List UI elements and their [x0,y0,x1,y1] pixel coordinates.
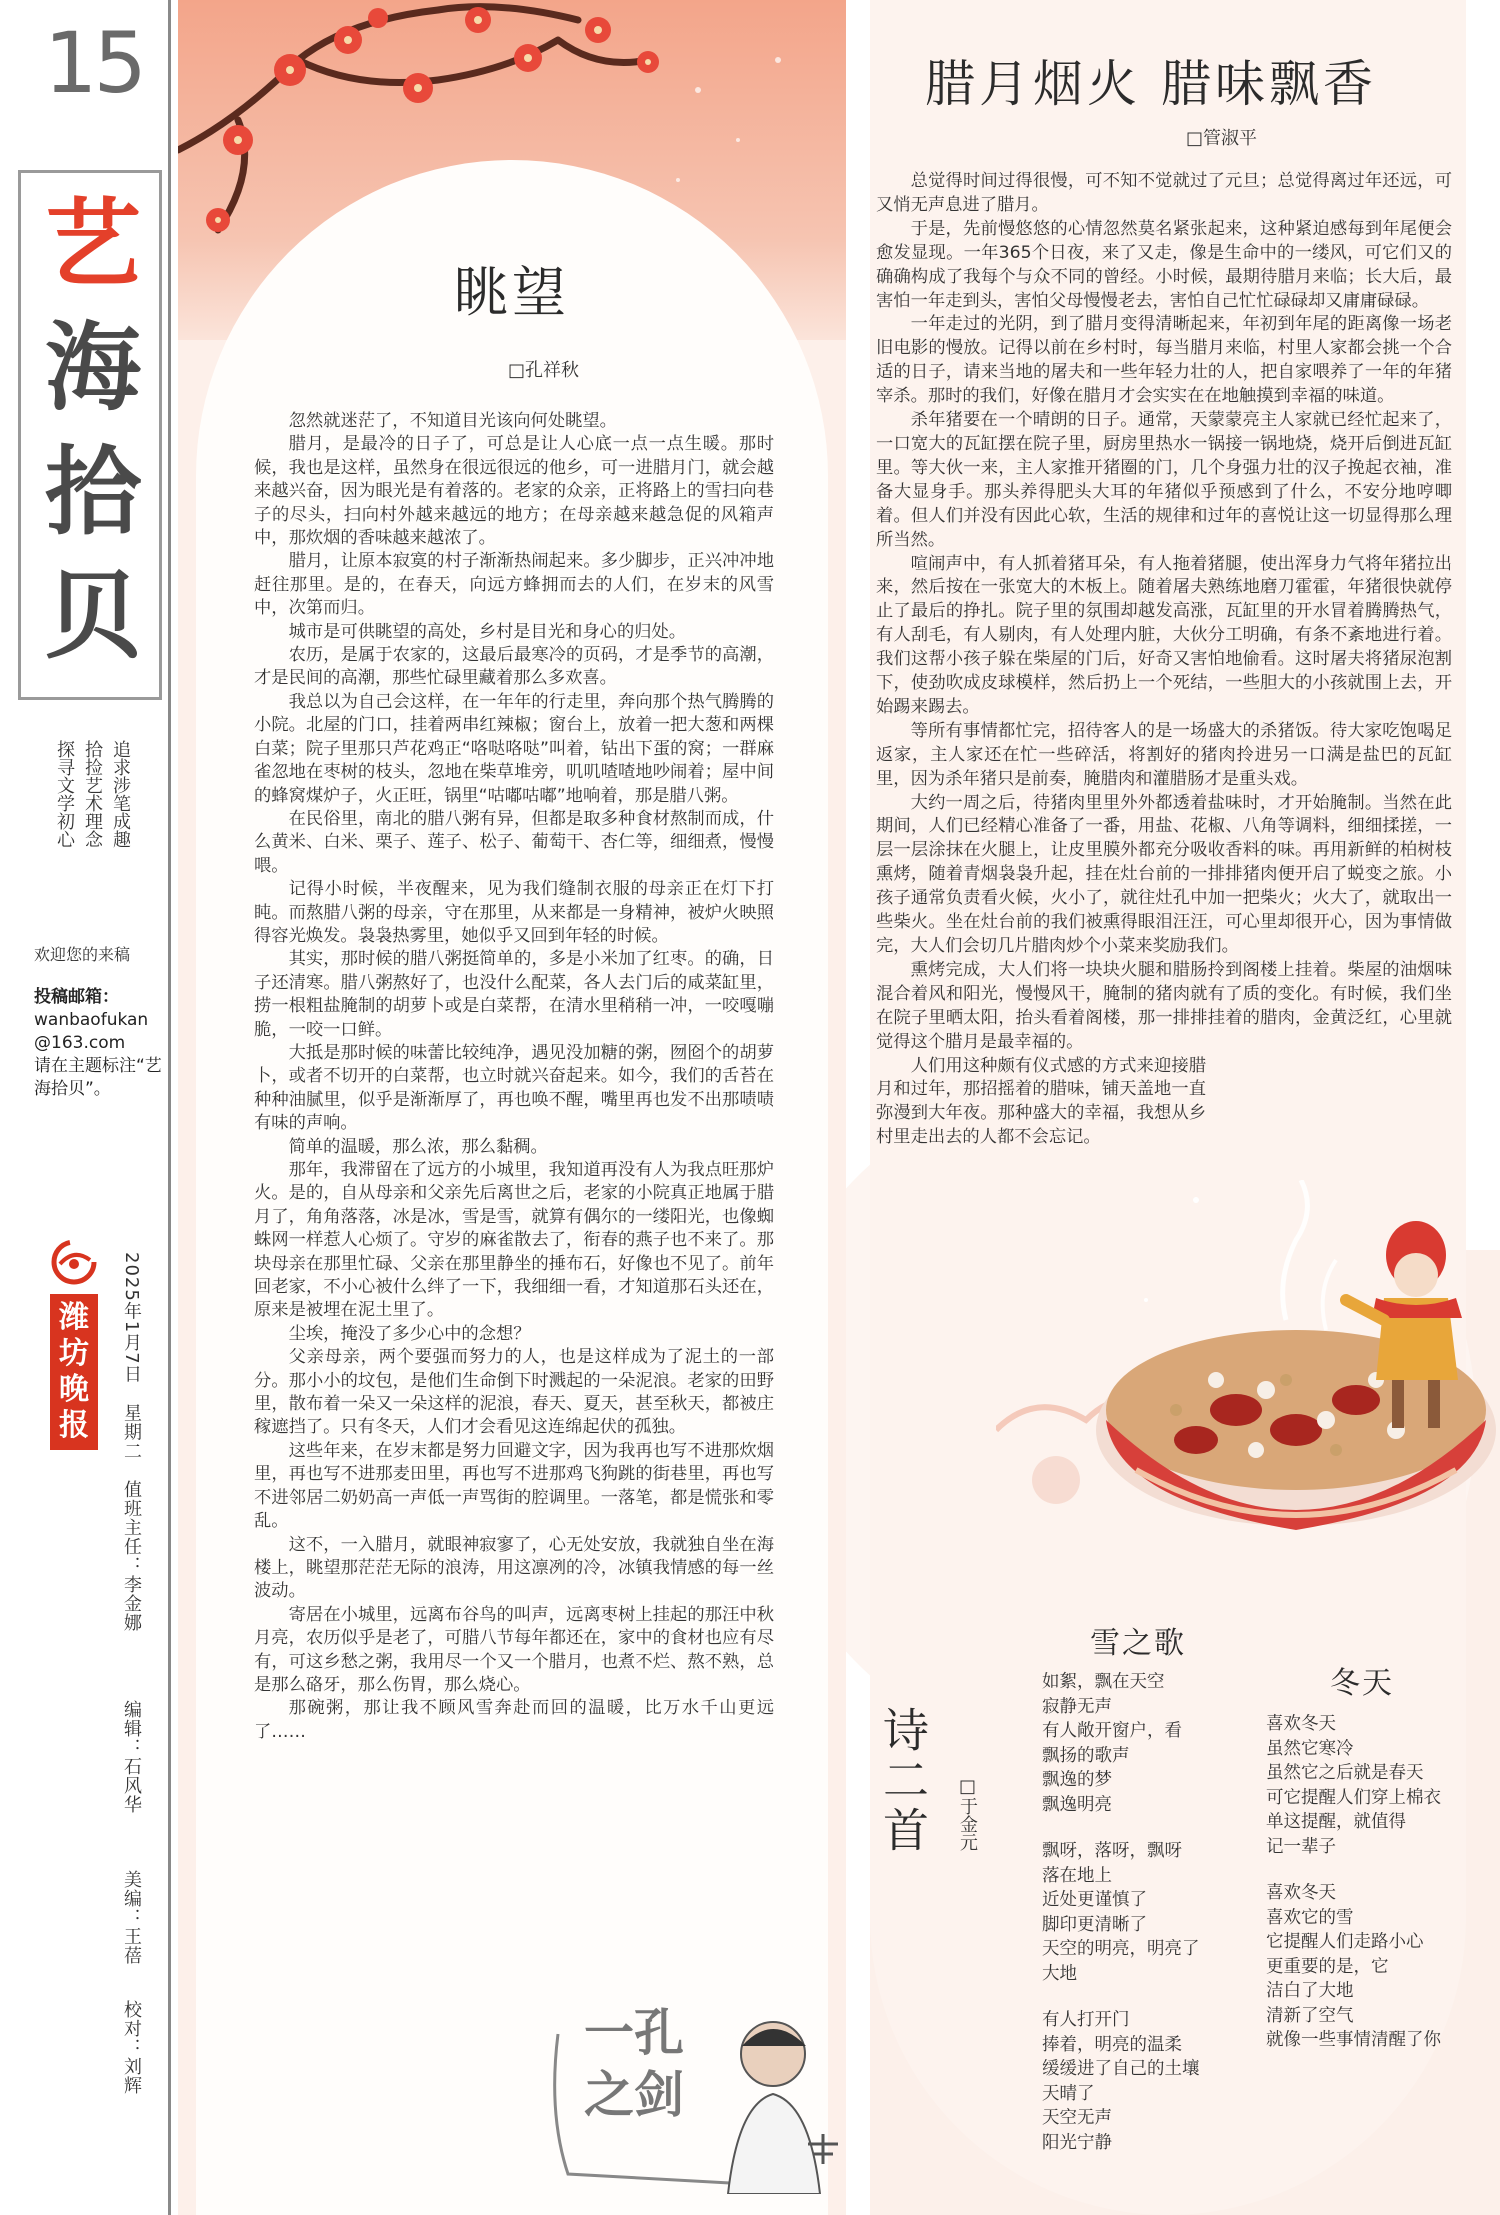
date-text: 2025年1月7日 [121,1252,142,1384]
poem2-title: 冬天 [1330,1666,1394,1701]
contribution-info [34,986,164,1101]
section-title-char: 贝 [45,559,141,672]
staff-credit: 校对：刘辉 [121,2000,142,2095]
article1-title: 眺望 [454,261,570,324]
paragraph: 忽然就迷茫了，不知道目光该向何处眺望。 [288,411,617,431]
paragraph: 记得小时候，半夜醒来，见为我们缝制衣服的母亲正在灯下打盹。而熬腊八粥的母亲，守在那里，从来都是一身精神，被炉火映照得容光焕发。袅袅热雾里，她似乎又回到年轻的时候。 [254,879,774,946]
poem-line: 清新了空气 [1266,2005,1354,2026]
page-number: 15 [44,14,143,112]
article1-author: □孔祥秋 [508,360,580,381]
paragraph: 杀年猪要在一个晴朗的日子。通常，天蒙蒙亮主人家就已经忙起来了，一口宽大的瓦缸摆在院子里，厨房里热水一锅接一锅地烧，烧开后倒进瓦缸里。等大伙一来，主人家推开猪圈的门，几个身强力壮的汉子挽起衣袖，准备大显身手。那头养得肥头大耳的年猪似乎预感到了什么，不安分地哼唧着。但人们并没有因此心软，生活的规律和过年的喜悦让这一切显得那么理所当然。 [876,410,1452,550]
poem-line: 脚印更清晰了 [1042,1914,1147,1935]
paragraph: 这不，一入腊月，就眼神寂寥了，心无处安放，我就独自坐在海楼上，眺望那茫茫无际的浪涛，用这凛冽的冷，冰镇我情感的每一丝波动。 [254,1534,774,1602]
motto-line: 追求涉笔成趣 [110,740,131,848]
cartoon-column [548,1994,846,2194]
staff-credit: 编辑：石风华 [121,1700,142,1814]
poem-line: 喜欢冬天 [1266,1714,1336,1734]
motto-line: 探寻文学初心 [54,740,75,848]
article-column-right [846,0,1500,2215]
stanza [1042,1670,1200,1817]
paragraph: 父亲母亲，两个要强而努力的人，也是这样成为了泥土的一部分。那小小的坟包，是他们生命倒下时溅起的一朵泥浪。老家的田野里，散布着一朵又一朵这样的泥浪，春天、夏天，甚至秋天，都被庄稼遮挡了。只有冬天，人们才会看见这连绵起伏的孤独。 [254,1347,774,1438]
paragraph: 那碗粥，那让我不顾风雪奔赴而回的温暖，比万水千山更远了…… [254,1698,774,1742]
poem-line: 阳光宁静 [1042,2132,1112,2153]
paragraph: 大约一周之后，待猪肉里里外外都透着盐味时，才开始腌制。当然在此期间，人们已经精心准备了一番，用盐、花椒、八角等调料，细细揉搓，一层一层涂抹在火腿上，让皮里膜外都充分吸收香料的味。再用新鲜的柏树枝熏烤，随着青烟袅袅升起，挂在灶台前的一排排猪肉便开启了蜕变之旅。小孩子通常负责看火候，火小了，就往灶孔中加一把柴火；火大了，就取出一些柴火。坐在灶台前的我们被熏得眼泪汪汪，可心里却很开心，因为事情做完，大人们会切几片腊肉炒个小菜来奖励我们。 [876,792,1452,956]
sidebar-divider [168,0,171,2215]
paragraph: 于是，先前慢悠悠的心情忽然莫名紧张起来，这种紧迫感每到年尾便会愈发显现。一年365个日夜，来了又走，像是生命中的一缕风，可它们又的确确构成了我每个与众不同的曾经。小时候，最期待腊月来临；长大后，最害怕一年走到头，害怕父母慢慢老去，害怕自己忙忙碌碌却又庸庸碌碌。 [876,218,1452,311]
poem-line: 洁白了大地 [1266,1981,1354,2001]
poem-line: 大地 [1042,1963,1077,1984]
section-title-char: 拾 [45,435,141,548]
paragraph: 这些年来，在岁末都是努力回避文字，因为我再也写不进那炊烟里，再也写不进那麦田里，再也写不进那鸡飞狗跳的街巷里，再也写不进邻居二奶奶高一声低一声骂街的腔调里。一落笔，都是慌张和零乱。 [254,1440,774,1532]
paragraph: 在民俗里，南北的腊八粥有异，但都是取多种食材熬制而成，什么黄米、白米、栗子、莲子、松子、葡萄干、杏仁等，细细煮，慢慢喂。 [254,808,774,876]
laba-porridge-illustration-icon [996,1180,1496,1600]
poem-line: 喜欢它的雪 [1266,1907,1354,1928]
staff-credit: 美编：王蓓 [121,1870,142,1965]
poem-line: 天空的明亮，明亮了 [1042,1939,1200,1959]
poem-line: 就像一些事情清醒了你 [1266,2030,1441,2050]
paragraph: 寄居在小城里，远离布谷鸟的叫声，远离枣树上挂起的那汪中秋月亮，农历似乎是老了，可腊八节每年都还在，家中的食材也应有尽有，可这乡愁之粥，我用尽一个又一个腊月，也煮不烂、熬不熟，总是那么硌牙，那么伤胃，那么烧心。 [254,1604,774,1695]
poem-line: 喜欢冬天 [1266,1883,1336,1903]
cartoon-label [584,2002,694,2126]
poem-line: 如絮，飘在天空 [1042,1672,1165,1692]
poem-line: 飘逸的梦 [1042,1770,1112,1790]
paragraph: 简单的温暖，那么浓，那么黏稠。 [288,1136,548,1157]
poems-author: □于金元 [957,1776,978,1851]
poem-line: 落在地上 [1042,1865,1112,1886]
poem-line: 飘扬的歌声 [1042,1745,1130,1766]
cartoon-label-text: 一孔之剑 [584,2003,684,2124]
welcome-text: 欢迎您的来稿 [34,945,131,964]
section-title-char: 海 [45,311,141,424]
poem-line: 捧着，明亮的温柔 [1042,2034,1182,2055]
poem-line: 飘逸明亮 [1042,1794,1112,1815]
poem-line: 寂静无声 [1042,1696,1112,1717]
stanza [1266,1712,1441,1859]
poem-line: 单这提醒，就值得 [1266,1812,1406,1832]
contribution-email[interactable]: wanbaofukan@163.com [34,1010,149,1053]
paragraph: 农历，是属于农家的，这最后最寒冷的页码，才是季节的高潮，才是民间的高潮，那些忙碌里藏着那么多欢喜。 [254,645,774,689]
poem-line: 更重要的是，它 [1266,1956,1389,1977]
paragraph: 总觉得时间过得很慢，可不知不觉就过了元旦；总觉得离过年还远，可又悄无声息进了腊月。 [876,171,1452,215]
poem-line: 天晴了 [1042,2083,1095,2104]
newspaper-swirl-icon [50,1238,98,1286]
poem1-body [1042,1670,1200,2177]
motto-line: 拾捡艺术理念 [82,740,103,848]
article2-title: 腊月烟火 腊味飘香 [925,55,1377,113]
stanza [1042,1839,1200,1986]
paragraph: 熏烤完成，大人们将一块块火腿和腊肠拎到阁楼上挂着。柴屋的油烟味混合着风和阳光，慢慢风干，腌制的猪肉就有了质的变化。有时候，我们坐在院子里晒太阳，抬头看着阁楼，那一排排挂着的腊肉，金黄泛红，心里就觉得这个腊月是最幸福的。 [876,959,1452,1052]
paragraph: 腊月，让原本寂寞的村子渐渐热闹起来。多少脚步，正兴冲冲地赶往那里。是的，在春天，向远方蜂拥而去的人们，在岁末的风雪中，次第而归。 [254,551,774,619]
article1-body [254,410,774,1744]
poem-line: 天空无声 [1042,2108,1112,2128]
poem-line: 有人打开门 [1042,2010,1130,2030]
stanza [1266,1881,1441,2053]
section-title-char: 艺 [45,187,141,300]
paragraph: 人们用这种颇有仪式感的方式来迎接腊月和过年，那招摇着的腊味，铺天盖地一直弥漫到大年夜。那种盛大的幸福，我想从乡村里走出去的人都不会忘记。 [876,1055,1206,1148]
poem-line: 可它提醒人们穿上棉衣 [1266,1787,1441,1808]
poem-line: 虽然它寒冷 [1266,1738,1354,1759]
paragraph: 等所有事情都忙完，招待客人的是一场盛大的杀猪饭。待大家吃饱喝足返家，主人家还在忙一些碎活，将割好的猪肉拎进另一口满是盐巴的瓦缸里，因为杀年猪只是前奏，腌腊肉和灌腊肠才是重头戏。 [876,720,1452,789]
paragraph: 我总以为自己会这样，在一年年的行走里，奔向那个热气腾腾的小院。北屋的门口，挂着两串红辣椒；窗台上，放着一把大葱和两棵白菜；院子里那只芦花鸡正“咯哒咯哒”叫着，钻出下蛋的窝；一群麻雀忽地在枣树的枝头，忽地在柴草堆旁，叽叽喳喳地吵闹着；屋中间的蜂窝煤炉子，火正旺，锅里“咕嘟咕嘟”地响着，那是腊八粥。 [254,691,774,806]
paragraph: 喧闹声中，有人抓着猪耳朵，有人拖着猪腿，使出浑身力气将年猪拉出来，然后按在一张宽大的木板上。随着屠夫熟练地磨刀霍霍，年猪很快就停止了最后的挣扎。院子里的氛围却越发高涨，瓦缸里的开水冒着腾腾热气，有人刮毛，有人剔肉，有人处理内脏，大伙分工明确，有条不紊地进行着。我们这帮小孩子躲在柴屋的门后，好奇又害怕地偷看。这时屠夫将猪尿泡割下，使劲吹成皮球模样，然后扔上一个死结，一些胆大的小孩就围上去，开始踢来踢去。 [876,553,1452,717]
poem-line: 记一辈子 [1266,1836,1336,1857]
paragraph: 城市是可供眺望的高处，乡村是目光和身心的归处。 [288,621,687,642]
paragraph: 一年走过的光阴，到了腊月变得清晰起来，年初到年尾的距离像一场老旧电影的慢放。记得以前在乡村时，每当腊月来临，村里人家都会挑一个合适的日子，请来当地的屠夫和一些年轻力壮的人，把自家喂养了一年的年猪宰杀。那时的我们，好像在腊月才会实实在在地触摸到幸福的味道。 [876,314,1452,407]
paragraph: 尘埃，掩没了多少心中的念想？ [288,1323,531,1344]
poems-group-title: 诗二首 [876,1706,930,1856]
poem-line: 缓缓进了自己的土壤 [1042,2059,1200,2079]
newspaper-name: 潍坊晚报 [50,1294,98,1450]
paragraph: 腊月，是最冷的日子了，可总是让人心底一点一点生暖。那时候，我也是这样，虽然身在很远很远的他乡，可一进腊月门，就会越来越兴奋，因为眼光是有着落的。老家的众亲，正将路上的雪扫向巷子的尽头，扫向村外越来越远的地方；在母亲越来越急促的风箱声中，那炊烟的香味越来越浓了。 [254,434,774,549]
paragraph: 大抵是那时候的味蕾比较纯净，遇见没加糖的粥，囫囵个的胡萝卜，或者不切开的白菜帮，也立时就兴奋起来。如今，我们的舌苔在种种油腻里，似乎是渐渐厚了，再也唤不醒，嘴里再也发不出那啧啧有味的声响。 [254,1042,774,1134]
contribution-label: 投稿邮箱： [34,987,119,1007]
poem-line: 虽然它之后就是春天 [1266,1763,1424,1783]
paragraph: 那年，我滞留在了远方的小城里，我知道再没有人为我点旺那炉火。是的，自从母亲和父亲先后离世之后，老家的小院真正地属于腊月了，角角落落，冰是冰，雪是雪，就算有偶尔的一缕阳光，也像蜘蛛网一样惹人心烦了。守岁的麻雀散去了，衔春的燕子也不来了。那块母亲在那里忙碌、父亲在那里静坐的捶布石，好像也不见了。前年回老家，不小心被什么绊了一下，我细细一看，才知道那石头还在，原来是被埋在泥土里了。 [254,1160,774,1321]
contribution-note: 请在主题标注“艺海拾贝”。 [34,1056,162,1099]
article2-body [876,170,1452,1150]
newspaper-logo [50,1238,100,1450]
article2-author: □管淑平 [1186,128,1258,149]
article-column-left [178,0,846,2215]
poem-line: 有人敞开窗户，看 [1042,1721,1182,1741]
stanza [1042,2008,1200,2155]
poem-line: 近处更谨慎了 [1042,1890,1147,1910]
weekday-text: 星期二 [121,1403,142,1461]
poem-line: 它提醒人们走路小心 [1266,1932,1424,1952]
poem2-body [1266,1712,1441,2075]
issue-date [118,1252,144,1461]
plum-blossom-branch-icon [178,0,846,260]
paragraph: 其实，那时候的腊八粥挺简单的，多是小米加了红枣。的确，日子还清寒。腊八粥熬好了，也没什么配菜，各人去门后的咸菜缸里，捞一根粗盐腌制的胡萝卜或是白菜帮，在清水里稍稍一冲，一咬嘎嘣脆，一咬一口鲜。 [254,949,774,1040]
staff-credit: 值班主任：李金娜 [121,1480,142,1632]
section-title-box [18,170,162,700]
sidebar [0,0,178,2215]
poem1-title: 雪之歌 [1090,1626,1186,1661]
poem-line: 飘呀，落呀，飘呀 [1042,1841,1182,1861]
